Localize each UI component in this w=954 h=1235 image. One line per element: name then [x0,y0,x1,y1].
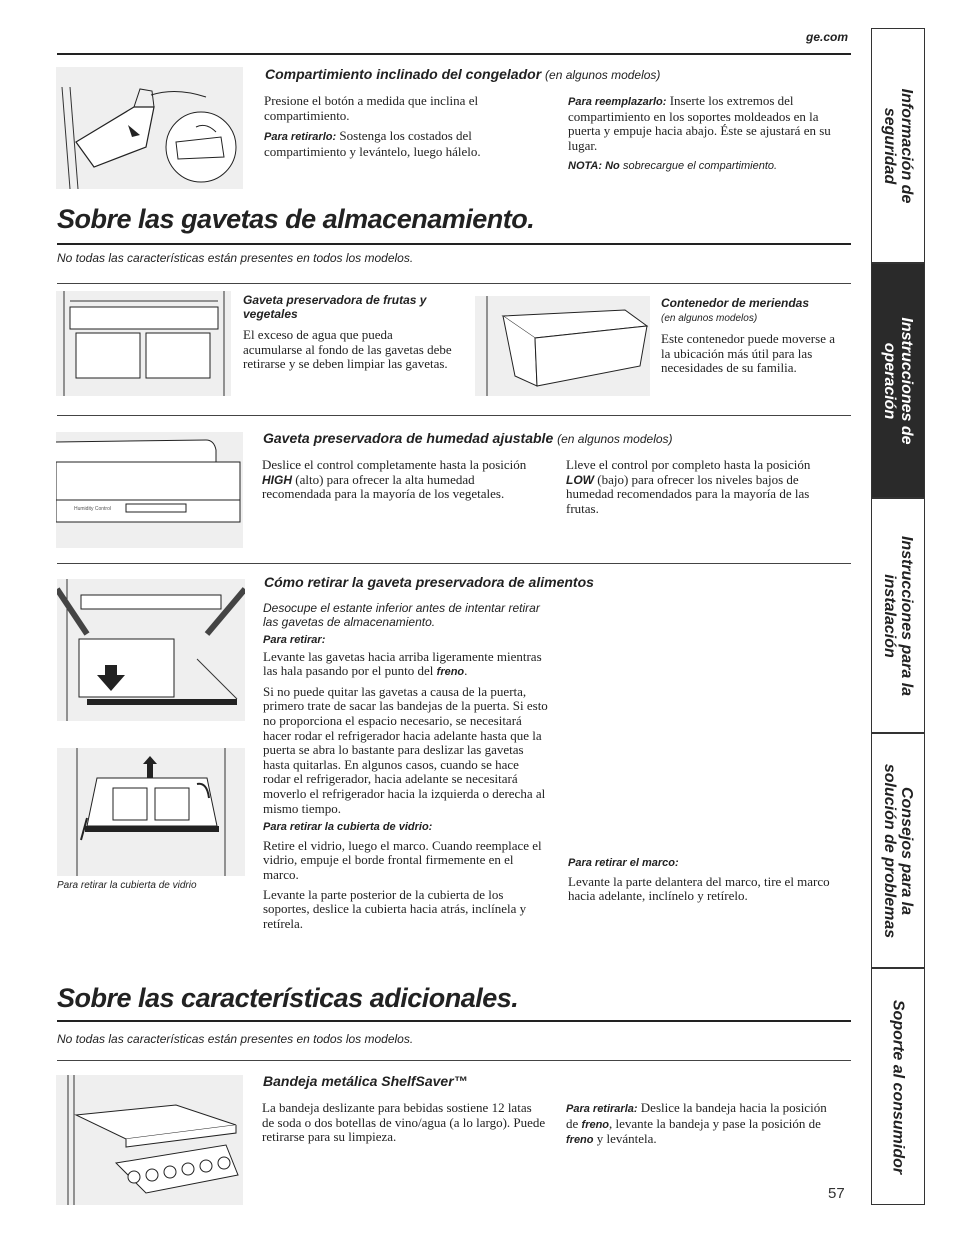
shelfsaver-title: Bandeja metálica ShelfSaver™ [263,1073,468,1089]
freezer-remove-label: Para retirarlo: [264,131,337,144]
additional-features-title: Sobre las características adicionales. [57,983,519,1013]
tab-label: seguridad [881,107,898,184]
freezer-remove-text: Sostenga los costados del compartimiento y levántelo, luego hálelo. [264,128,481,159]
shelfsaver-left-text: La bandeja deslizante para bebidas sostiene 12 latas de soda o dos botellas de vino/agua (a lo largo). Puede retirarse para su limpieza. [262,1100,546,1145]
shelfsaver-freno-key-1: freno [581,1118,610,1131]
shelfsaver-remove-pre: Deslice la bandeja hacia la posición de [566,1100,827,1131]
shelfsaver-remove-label: Para retirarla: [566,1103,638,1115]
humidity-right-text [566,458,838,516]
freezer-title-note: (en algunos modelos) [545,68,661,82]
divider [57,563,851,564]
crisper-title: Gaveta preservadora de frutas y vegetales [243,293,427,321]
glass-cover-text-2: Levante la parte posterior de la cubierta de los soportes, deslice la cubierta hacia atrás, inclínela y retírela. [263,886,527,931]
humidity-left-post: (alto) para ofrecer la alta humedad recomendada para la mayoría de los vegetales. [262,471,505,502]
shelfsaver-remove-mid: , levante la bandeja y pase la posición de [609,1115,821,1131]
section-rule [57,1020,851,1022]
humidity-left-pre: Deslice el control completamente hasta la posición [262,457,527,472]
freezer-compartment-illustration [56,67,243,189]
shelfsaver-freno-key-2: freno [566,1134,594,1147]
divider [57,415,851,416]
tab-label: operación [881,342,898,419]
humidity-right-pre: Lleve el control por completo hasta la posición [566,457,811,472]
humidity-title [263,430,673,446]
removal-stuck-text: Si no puede quitar las gavetas a causa de la puerta, primero trate de sacar las bandejas de la puerta. Si esto no proporciona el espacio necesario, se necesitará hacer rodar el refrigerador hacia adelante hasta que la puerta se abra lo bastante para deslizar las gavetas hasta quitarlas. En algunos casos, cuando se hace rodar el refrigerador, hacia adelante se necesitará moverlo el refrigerador hacia la izquierda o derecha al mismo tiempo. [263,683,548,816]
humidity-left-text [262,458,532,502]
tab-label: Soporte al consumidor [889,999,907,1174]
humidity-drawer-illustration [56,432,243,548]
tab-label: Instrucciones para la [898,535,915,696]
humidity-title-note: (en algunos modelos) [557,432,673,446]
glass-cover-label: Para retirar la cubierta de vidrio: [263,821,433,834]
snack-pan-note: (en algunos modelos) [661,313,758,324]
freezer-title [265,66,660,82]
frame-removal-label: Para retirar el marco: [568,857,679,869]
freezer-note-label: NOTA: No [568,160,620,173]
humidity-right-post: (bajo) para ofrecer los niveles bajos de humedad recomendados para la mayoría de las frutas. [566,471,810,516]
storage-drawers-subtitle: No todas las características están presentes en todos los modelos. [57,251,414,265]
frame-removal-column [568,856,843,904]
removal-freno-key: freno [436,666,465,679]
page-number: 57 [828,1185,845,1202]
site-url[interactable]: ge.com [806,30,849,44]
snack-pan-text: Este contenedor puede moverse a la ubicación más útil para las necesidades de su familia. [661,331,835,376]
section-rule [57,243,851,245]
freezer-replace-text: Inserte los extremos del compartimiento en los soportes moldeados en la puerta y empuje hacia abajo. Éste se ajustará en su lugar. [568,93,831,153]
tab-instrucciones-operacion[interactable] [871,263,925,498]
removal-period: . [464,663,468,679]
humidity-low-key: LOW [566,472,594,487]
shelfsaver-illustration [56,1075,243,1205]
humidity-high-key: HIGH [262,472,292,487]
additional-features-subtitle: No todas las características están presentes en todos los modelos. [57,1032,414,1046]
glass-cover-caption: Para retirar la cubierta de vidrio [57,880,197,891]
divider [57,283,851,284]
snack-pan-illustration [475,296,650,396]
tab-label: Instrucciones de [898,316,915,445]
removal-remove-label: Para retirar: [263,634,326,646]
shelfsaver-remove-post: y levántela. [596,1131,657,1147]
tab-soporte-consumidor[interactable] [871,968,925,1205]
removal-title: Cómo retirar la gaveta preservadora de alimentos [264,574,594,590]
tab-label: Información de [898,88,915,203]
frame-removal-text: Levante la parte delantera del marco, tire el marco hacia adelante, inclínelo y retírelo. [568,873,830,904]
tab-label: solución de problemas [881,763,898,938]
snack-pan-title: Contenedor de meriendas [661,296,810,310]
freezer-note-text: sobrecargue el compartimiento. [622,160,778,173]
removal-remove-text: Levante las gavetas hacia arriba ligeramente mientras las hala pasando por el punto del [263,648,542,679]
crisper-text: El exceso de agua que pueda acumularse al fondo de las gavetas debe retirarse y se deben limpiar las gavetas. [243,327,452,372]
freezer-title-text: Compartimiento inclinado del congelador [265,66,542,82]
storage-drawers-title: Sobre las gavetas de almacenamiento. [57,204,535,234]
freezer-replace-label: Para reemplazarlo: [568,96,667,108]
header-rule [57,53,851,55]
freezer-press-text: Presione el botón a medida que inclina el compartimiento. [264,93,479,123]
crisper-drawer-illustration [56,291,231,396]
drawer-removal-illustration [57,579,245,721]
svg-text:Humidity Control: Humidity Control [74,506,111,512]
tab-informacion-seguridad[interactable] [871,28,925,263]
removal-left-column [263,601,548,931]
removal-intro: Desocupe el estante inferior antes de intentar retirar las gavetas de almacenamiento. [263,601,540,629]
tab-consejos-problemas[interactable] [871,733,925,968]
tab-label: instalación [881,573,898,658]
shelfsaver-right-text [566,1101,841,1148]
divider [57,1060,851,1061]
humidity-title-text: Gaveta preservadora de humedad ajustable [263,430,554,446]
tab-instrucciones-instalacion[interactable] [871,498,925,733]
freezer-right-column [568,94,838,174]
freezer-left-column [264,94,534,159]
tab-label: Consejos para la [898,786,915,915]
glass-cover-text-1: Retire el vidrio, luego el marco. Cuando reemplace el vidrio, empuje el borde frontal firmemente en el marco. [263,837,542,882]
glass-cover-illustration [57,748,245,876]
